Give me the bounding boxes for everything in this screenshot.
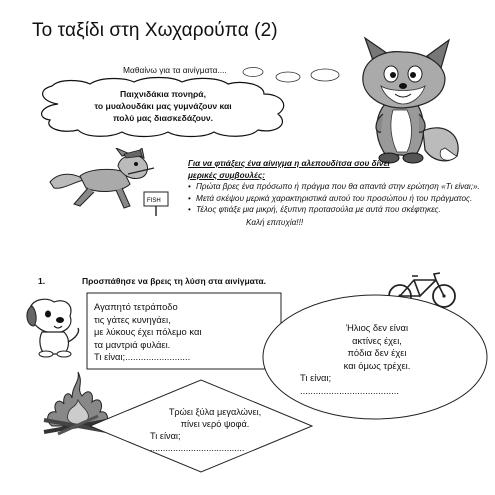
tip-item: • Πρώτα βρες ένα πρόσωπο ή πράγμα που θα απαντά στην ερώτηση «Τι είναι;». bbox=[188, 181, 483, 193]
riddle3-question: Τι είναι; bbox=[150, 431, 181, 441]
riddle1-line: τα μαντριά φυλάει. bbox=[94, 338, 171, 350]
cloud-text bbox=[58, 88, 268, 124]
cloud-line: πολύ μας διασκεδάζουν. bbox=[112, 113, 214, 123]
page-title: Το ταξίδι στη Χωχαρούπα (2) bbox=[32, 20, 278, 41]
riddle1-line: τις γάτες κυνηγάει, bbox=[94, 313, 171, 325]
dog-illustration bbox=[24, 296, 84, 358]
riddle1-answer-line: Τι είναι;......................... bbox=[94, 351, 191, 363]
riddle3-text bbox=[150, 406, 280, 454]
tip-item: • Τέλος φτιάξε μια μικρή, έξυπνη προτασούλα με αυτά που σκέφτηκες. bbox=[188, 204, 483, 216]
riddle1-text bbox=[94, 301, 274, 364]
riddle2-line: και όμως τρέχει. bbox=[343, 359, 411, 371]
section-subtitle: Μαθαίνω για τα αινίγματα.... bbox=[123, 65, 227, 75]
riddle1-line: Αγαπητό τετράποδο bbox=[94, 301, 178, 312]
sign-text: FISH bbox=[147, 198, 161, 204]
riddle2-line: Ήλιος δεν είναι bbox=[345, 322, 409, 333]
running-fox-illustration bbox=[44, 148, 184, 218]
riddle1-line: με λύκους έχει πόλεμο και bbox=[94, 326, 202, 338]
riddle3-line: πίνει νερό ψοφά. bbox=[180, 419, 250, 429]
riddle2-line: ακτίνες έχει, bbox=[352, 334, 402, 346]
riddle2-text bbox=[292, 322, 462, 398]
good-luck-text: Καλή επιτυχία!!! bbox=[246, 217, 304, 227]
riddle3-answer-line: ..................................... bbox=[150, 443, 245, 453]
cloud-line: Παιχνιδάκια πονηρά, bbox=[120, 89, 206, 99]
riddle2-line: πόδια δεν έχει bbox=[347, 347, 407, 359]
tips-heading-cont: μερικές συμβουλές: bbox=[188, 170, 265, 180]
tip-item: • Μετά σκέψου μερικά χαρακτηριστικά αυτού του προσώπου ή του πράγματος. bbox=[188, 193, 483, 205]
fox-illustration bbox=[345, 36, 465, 166]
riddle3-line: Τρώει ξύλα μεγαλώνει, bbox=[168, 407, 262, 417]
riddle2-question: Τι είναι; bbox=[300, 372, 332, 384]
tips-section bbox=[188, 158, 483, 229]
cloud-line: το μυαλουδάκι μας γυμνάζουν και bbox=[94, 101, 232, 111]
riddle2-answer-line: ...................................... bbox=[300, 384, 399, 396]
question-text: Προσπάθησε να βρεις τη λύση στα αινίγματα. bbox=[82, 276, 267, 286]
tips-list bbox=[188, 181, 483, 216]
question-number: 1. bbox=[38, 276, 46, 286]
tips-heading: Για να φτιάξεις ένα αίνιγμα η αλεπουδίτσα σου δίνει bbox=[188, 159, 390, 168]
